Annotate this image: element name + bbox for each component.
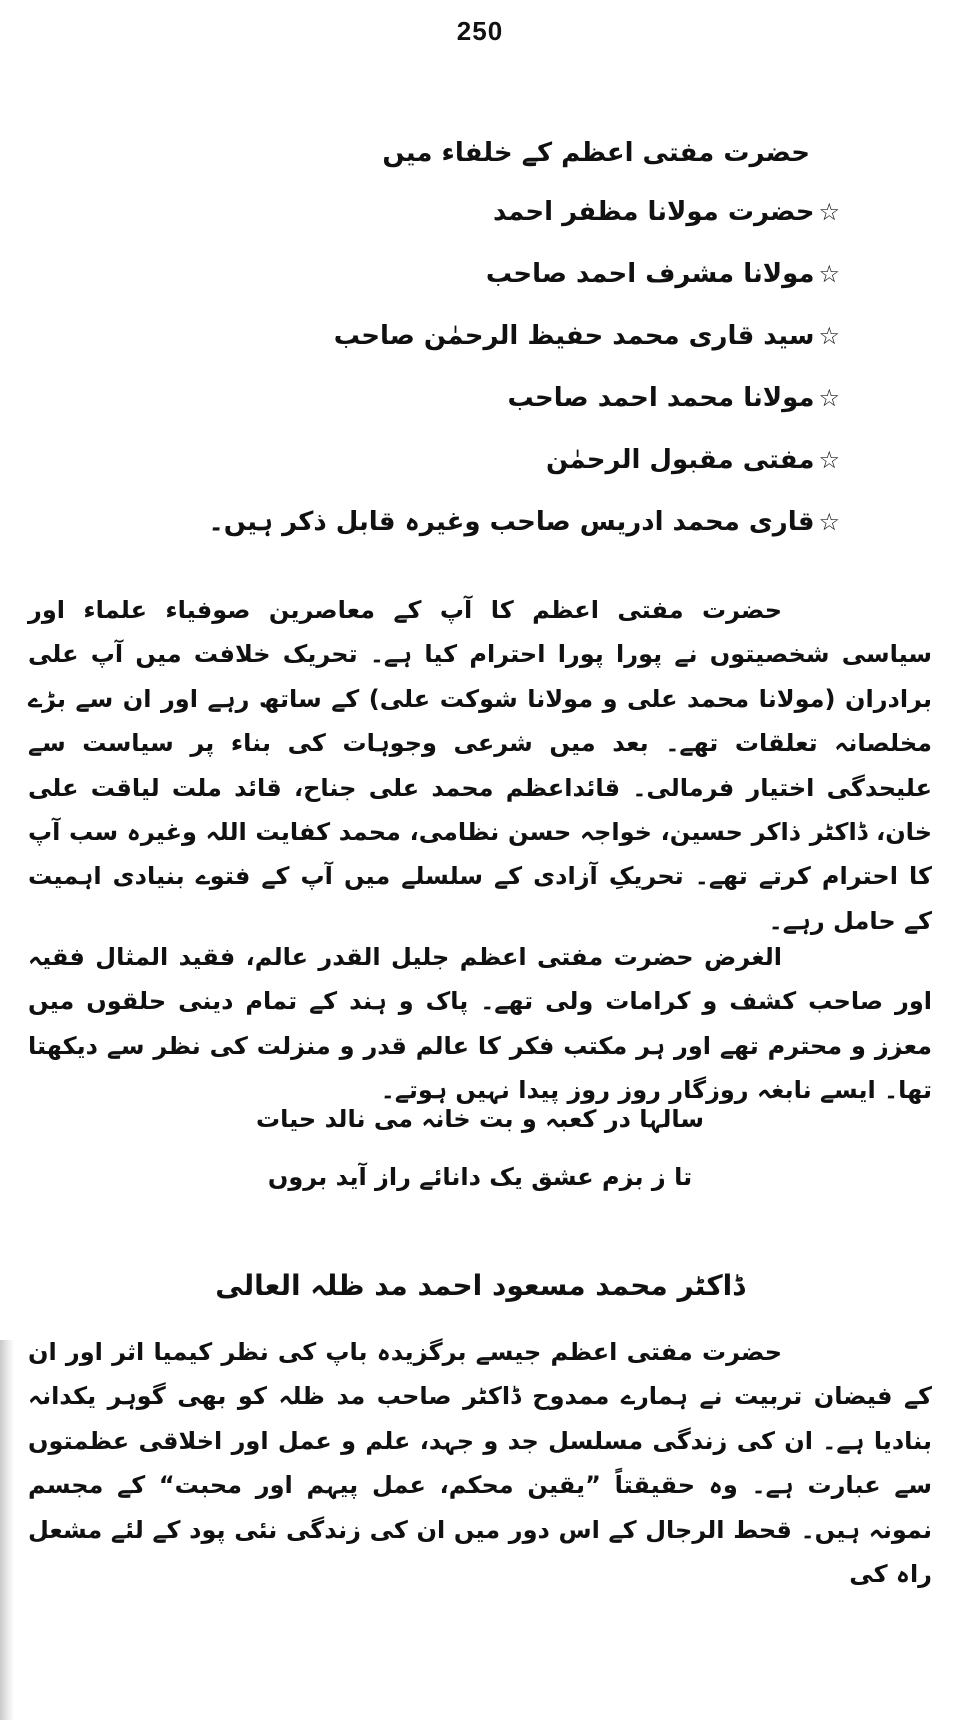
khulafa-heading: حضرت مفتی اعظم کے خلفاء میں: [382, 138, 810, 168]
couplet-line-1: سالہا در کعبہ و بت خانہ می نالد حیات: [255, 1105, 705, 1133]
star-outline-icon: ☆: [818, 384, 840, 412]
list-item: [333, 305, 840, 367]
list-item-text: مفتی مقبول الرحمٰن: [545, 445, 815, 475]
star-outline-icon: ☆: [818, 508, 840, 536]
list-item: [420, 367, 840, 429]
paragraph-text: حضرت مفتی اعظم کا آپ کے معاصرین صوفیاء علماء اور سیاسی شخصیتوں نے پورا پورا احترام کیا ہے۔ تحریک خلافت میں آپ علی برادران (مولانا محمد علی و مولانا شوکت علی) کے ساتھ رہے اور ان سے بڑے مخلصانہ تعلقات تھے۔ بعد میں شرعی وجوہات کی بناء پر سیاست سے علیحدگی اختیار فرمالی۔ قائداعظم محمد علی جناح، قائد ملت لیاقت علی خان، ڈاکٹر ذاکر حسین، خواجہ حسن نظامی، محمد کفایت اللہ وغیرہ سب آپ کا احترام کرتے تھے۔ تحریکِ آزادی کے سلسلے میں آپ کے فتوے بنیادی اہمیت کے حامل رہے۔: [28, 596, 932, 935]
list-item-text: مولانا محمد احمد صاحب: [507, 383, 815, 413]
list-item-text: حضرت مولانا مظفر احمد: [492, 197, 815, 227]
star-outline-icon: ☆: [818, 446, 840, 474]
paragraph-summary: [28, 935, 932, 1113]
list-item-text: مولانا مشرف احمد صاحب: [485, 259, 815, 289]
list-item: [420, 243, 840, 305]
section-heading: ڈاکٹر محمد مسعود احمد مد ظلہ العالی: [215, 1269, 745, 1302]
star-outline-icon: ☆: [818, 322, 840, 350]
list-item-text: سید قاری محمد حفیظ الرحمٰن صاحب: [333, 321, 815, 351]
scan-shadow: [0, 1340, 14, 1720]
paragraph-biography: [28, 1330, 932, 1596]
list-item: [420, 181, 840, 243]
star-outline-icon: ☆: [818, 260, 840, 288]
persian-couplet: [0, 1090, 960, 1206]
list-item: [420, 429, 840, 491]
page-number: 250: [456, 16, 504, 46]
paragraph-contemporaries: [28, 588, 932, 943]
star-outline-icon: ☆: [818, 198, 840, 226]
list-item-text: قاری محمد ادریس صاحب وغیرہ قابل ذکر ہیں۔: [208, 507, 815, 537]
couplet-line-2: تا ز بزم عشق یک دانائے راز آید بروں: [267, 1163, 693, 1191]
paragraph-text: حضرت مفتی اعظم جیسے برگزیدہ باپ کی نظر کیمیا اثر اور ان کے فیضان تربیت نے ہمارے ممدوح ڈاکٹر صاحب مد ظلہ کو بھی گوہر یکدانہ بنادیا ہے۔ ان کی زندگی مسلسل جد و جہد، علم و عمل اور اخلاقی عظمتوں سے عبارت ہے۔ وہ حقیقتاً ”یقین محکم، عمل پیہم اور محبت“ کے مجسم نمونہ ہیں۔ قحط الرجال کے اس دور میں ان کی زندگی نئی پود کے لئے مشعل راہ کی: [28, 1338, 932, 1589]
list-item: [208, 491, 840, 553]
paragraph-text: الغرض حضرت مفتی اعظم جلیل القدر عالم، فقید المثال فقیہ اور صاحب کشف و کرامات ولی تھے۔ پاک و ہند کے تمام دینی حلقوں میں معزز و محترم تھے اور ہر مکتب فکر کا عالم قدر و منزلت کی نظر سے دیکھتا تھا۔ ایسے نابغہ روزگار روز روز پیدا نہیں ہوتے۔: [28, 943, 932, 1105]
khulafa-list: [208, 125, 840, 553]
